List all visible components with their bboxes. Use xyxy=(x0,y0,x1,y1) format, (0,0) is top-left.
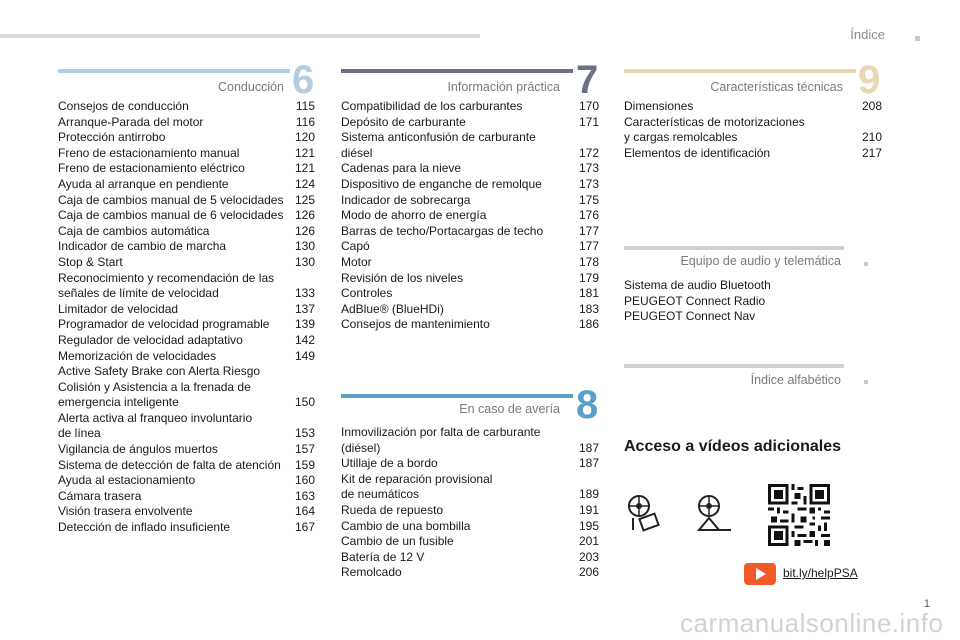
toc-entry-page: 191 xyxy=(578,502,599,517)
toc-entry[interactable] xyxy=(58,99,315,115)
toc-entry-page: 176 xyxy=(578,208,599,223)
toc-entry-page: 150 xyxy=(294,395,315,410)
wheel-manual-icon xyxy=(625,494,665,536)
toc-entry-page: 133 xyxy=(294,286,315,301)
toc-entry-page: 175 xyxy=(578,192,599,207)
toc-entry[interactable] xyxy=(58,458,315,474)
toc-entry-page: 139 xyxy=(294,317,315,332)
toc-entry-title: Active Safety Brake con Alerta Riesgo Colisión y Asistencia a la frenada de emergencia inteligente xyxy=(58,364,261,410)
toc-entry-title: Controles xyxy=(341,286,393,301)
toc-entry[interactable] xyxy=(58,255,315,271)
toc-entry-page: 160 xyxy=(294,473,315,488)
toc-entry-page: 206 xyxy=(578,565,599,580)
toc-entry-page: 187 xyxy=(578,456,599,471)
toc-entry-title: Elementos de identificación xyxy=(624,145,771,160)
section-label-tecnicas: Características técnicas xyxy=(710,80,843,94)
toc-entry-page: 121 xyxy=(294,161,315,176)
toc-entry[interactable] xyxy=(624,278,844,294)
toc-entry[interactable] xyxy=(341,550,599,566)
toc-entry-title: Revisión de los niveles xyxy=(341,270,464,285)
section-bar-informacion xyxy=(341,69,573,73)
toc-entry-title: Alerta activa al franqueo involuntario de línea xyxy=(58,410,253,441)
toc-entry-title: Visión trasera envolvente xyxy=(58,504,193,519)
toc-entry-page: 149 xyxy=(294,348,315,363)
section-bar-tecnicas xyxy=(624,69,856,73)
toc-entry[interactable] xyxy=(341,519,599,535)
toc-entry[interactable] xyxy=(58,489,315,505)
toc-entry[interactable] xyxy=(58,177,315,193)
toc-entry-page: 203 xyxy=(578,549,599,564)
toc-entry-title: Capó xyxy=(341,239,370,254)
toc-entry[interactable] xyxy=(341,130,599,161)
toc-entry-page: 210 xyxy=(861,130,882,145)
toc-entry-page: 116 xyxy=(295,114,315,129)
toc-entry-title: Stop & Start xyxy=(58,254,123,269)
toc-entry-page: 170 xyxy=(578,99,599,113)
toc-entry-title: Freno de estacionamiento manual xyxy=(58,145,240,160)
toc-entry[interactable] xyxy=(58,161,315,177)
toc-entry-page: 164 xyxy=(294,504,315,519)
toc-entry-title: Cambio de un fusible xyxy=(341,534,454,549)
toc-entry-title: Modo de ahorro de energía xyxy=(341,208,487,223)
toc-entry[interactable] xyxy=(624,294,844,310)
qr-code-icon[interactable] xyxy=(768,484,830,546)
toc-entry-title: Ayuda al arranque en pendiente xyxy=(58,176,229,191)
toc-entry-page: 172 xyxy=(578,145,599,160)
toc-entry-title: Freno de estacionamiento eléctrico xyxy=(58,161,245,176)
toc-entry-title: PEUGEOT Connect Nav xyxy=(624,309,756,324)
toc-entry[interactable] xyxy=(58,302,315,318)
section-label-averia: En caso de avería xyxy=(459,402,560,416)
toc-entry-page: 115 xyxy=(295,99,315,113)
section-bar-audio xyxy=(624,246,844,250)
toc-entry-page: 163 xyxy=(294,488,315,503)
wheel-jack-icon xyxy=(695,494,735,536)
toc-entry-title: Caja de cambios manual de 6 velocidades xyxy=(58,208,284,223)
toc-entry-page: 179 xyxy=(578,270,599,285)
section-bar-conduccion xyxy=(58,69,290,73)
toc-entry-title: Dispositivo de enganche de remolque xyxy=(341,176,542,191)
section-number-averia: 8 xyxy=(576,383,599,427)
toc-list-informacion xyxy=(341,99,599,333)
toc-entry-page: 208 xyxy=(861,99,882,113)
section-bar-alfabetico xyxy=(624,364,844,368)
toc-entry-title: Utillaje de a bordo xyxy=(341,456,438,471)
toc-entry-page: 159 xyxy=(294,457,315,472)
toc-entry[interactable] xyxy=(58,349,315,365)
toc-entry-page: 124 xyxy=(294,176,315,191)
toc-entry[interactable] xyxy=(341,115,599,131)
toc-entry-page: 126 xyxy=(294,208,315,223)
toc-entry[interactable] xyxy=(58,239,315,255)
toc-entry[interactable] xyxy=(58,504,315,520)
page-title: Índice xyxy=(850,27,885,42)
section-number-informacion: 7 xyxy=(576,58,599,102)
section-bar-averia xyxy=(341,394,573,398)
toc-entry[interactable] xyxy=(58,411,315,442)
toc-entry-page: 121 xyxy=(294,145,315,160)
toc-entry-page: 130 xyxy=(294,254,315,269)
toc-entry[interactable] xyxy=(624,309,844,325)
toc-entry-title: Limitador de velocidad xyxy=(58,301,179,316)
toc-entry-title: Dimensiones xyxy=(624,99,694,113)
toc-entry-page: 181 xyxy=(578,286,599,301)
toc-entry-title: Consejos de mantenimiento xyxy=(341,317,490,332)
toc-list-audio xyxy=(624,278,844,325)
toc-entry-page: 167 xyxy=(294,520,315,535)
toc-entry[interactable] xyxy=(624,99,882,115)
toc-entry[interactable] xyxy=(341,177,599,193)
toc-entry[interactable] xyxy=(341,271,599,287)
toc-entry-title: Arranque-Parada del motor xyxy=(58,114,204,129)
section-number-conduccion: 6 xyxy=(292,58,315,102)
section-label-conduccion: Conducción xyxy=(217,80,284,94)
toc-entry[interactable] xyxy=(58,115,315,131)
section-number-tecnicas: 9 xyxy=(858,58,881,102)
toc-list-conduccion xyxy=(58,99,315,536)
toc-entry[interactable] xyxy=(58,333,315,349)
toc-entry-title: PEUGEOT Connect Radio xyxy=(624,293,766,308)
toc-entry-title: Características de motorizaciones y cargas remolcables xyxy=(624,114,805,145)
toc-entry-page: 201 xyxy=(578,534,599,549)
toc-entry-title: Cámara trasera xyxy=(58,488,142,503)
toc-entry-title: Sistema de detección de falta de atención xyxy=(58,457,281,472)
toc-entry[interactable] xyxy=(58,224,315,240)
toc-entry-page: 171 xyxy=(578,114,599,129)
toc-entry[interactable] xyxy=(58,271,315,302)
youtube-icon[interactable] xyxy=(744,563,776,585)
toc-entry-page: 189 xyxy=(578,487,599,502)
toc-entry-title: Cadenas para la nieve xyxy=(341,161,462,176)
toc-entry-title: Ayuda al estacionamiento xyxy=(58,473,196,488)
toc-entry[interactable] xyxy=(341,208,599,224)
page-number: 1 xyxy=(923,598,930,610)
toc-entry[interactable] xyxy=(341,456,599,472)
toc-entry-title: Batería de 12 V xyxy=(341,549,425,564)
toc-entry-title: Caja de cambios manual de 5 velocidades xyxy=(58,192,284,207)
toc-entry-page: 126 xyxy=(294,223,315,238)
toc-entry[interactable] xyxy=(58,208,315,224)
toc-entry[interactable] xyxy=(341,161,599,177)
toc-entry-title: Indicador de cambio de marcha xyxy=(58,239,227,254)
toc-entry-title: Kit de reparación provisional de neumáticos xyxy=(341,471,493,502)
toc-entry[interactable] xyxy=(341,255,599,271)
toc-entry[interactable] xyxy=(624,115,882,146)
toc-entry-title: Detección de inflado insuficiente xyxy=(58,520,231,535)
toc-entry-page: 183 xyxy=(578,301,599,316)
toc-entry-title: Rueda de repuesto xyxy=(341,502,444,517)
toc-entry-title: Compatibilidad de los carburantes xyxy=(341,99,523,113)
toc-entry[interactable] xyxy=(341,99,599,115)
toc-entry[interactable] xyxy=(341,317,599,333)
toc-entry-page: 217 xyxy=(861,145,882,160)
toc-list-averia xyxy=(341,425,599,581)
toc-entry-title: AdBlue® (BlueHDi) xyxy=(341,301,444,316)
toc-entry-page: 153 xyxy=(294,426,315,441)
toc-entry[interactable] xyxy=(58,473,315,489)
toc-entry[interactable] xyxy=(58,317,315,333)
audio-marker xyxy=(864,262,868,266)
toc-entry[interactable] xyxy=(341,425,599,456)
toc-entry-page: 177 xyxy=(578,223,599,238)
toc-entry-title: Sistema de audio Bluetooth xyxy=(624,278,771,292)
toc-entry[interactable] xyxy=(341,472,599,503)
toc-entry[interactable] xyxy=(58,193,315,209)
toc-entry[interactable] xyxy=(341,302,599,318)
toc-entry[interactable] xyxy=(58,364,315,411)
toc-entry[interactable] xyxy=(341,224,599,240)
toc-entry-title: Memorización de velocidades xyxy=(58,348,217,363)
page-marker xyxy=(915,36,920,41)
toc-entry-page: 187 xyxy=(578,440,599,455)
toc-entry-title: Regulador de velocidad adaptativo xyxy=(58,332,243,347)
toc-entry[interactable] xyxy=(624,146,882,162)
header-rule xyxy=(0,34,480,38)
toc-entry[interactable] xyxy=(58,442,315,458)
toc-entry-title: Caja de cambios automática xyxy=(58,223,210,238)
toc-entry-page: 186 xyxy=(578,317,599,332)
toc-entry-title: Inmovilización por falta de carburante (diésel) xyxy=(341,425,541,455)
section-label-audio: Equipo de audio y telemática xyxy=(680,254,841,268)
toc-entry-title: Protección antirrobo xyxy=(58,130,166,145)
toc-entry[interactable] xyxy=(341,193,599,209)
toc-entry-page: 157 xyxy=(294,442,315,457)
toc-entry[interactable] xyxy=(58,520,315,536)
toc-entry-title: Programador de velocidad programable xyxy=(58,317,270,332)
toc-entry-page: 130 xyxy=(294,239,315,254)
alfabetico-marker xyxy=(864,380,868,384)
toc-entry-title: Sistema anticonfusión de carburante diésel xyxy=(341,130,536,160)
toc-entry-page: 137 xyxy=(294,301,315,316)
watermark: carmanualsonline.info xyxy=(680,608,944,638)
section-label-informacion: Información práctica xyxy=(447,80,560,94)
toc-entry[interactable] xyxy=(58,146,315,162)
toc-entry-page: 142 xyxy=(294,332,315,347)
toc-entry-page: 177 xyxy=(578,239,599,254)
toc-entry[interactable] xyxy=(341,565,599,581)
toc-list-tecnicas xyxy=(624,99,882,161)
toc-entry-title: Depósito de carburante xyxy=(341,114,466,129)
toc-entry-title: Barras de techo/Portacargas de techo xyxy=(341,223,544,238)
toc-entry-title: Reconocimiento y recomendación de las señales de límite de velocidad xyxy=(58,270,275,301)
toc-entry-title: Vigilancia de ángulos muertos xyxy=(58,442,218,457)
toc-entry-page: 173 xyxy=(578,176,599,191)
toc-entry-page: 125 xyxy=(294,192,315,207)
toc-entry[interactable] xyxy=(341,286,599,302)
help-link[interactable]: bit.ly/helpPSA xyxy=(783,566,858,580)
toc-entry[interactable] xyxy=(341,239,599,255)
toc-entry-page: 173 xyxy=(578,161,599,176)
toc-entry-title: Consejos de conducción xyxy=(58,99,189,113)
section-label-alfabetico: Índice alfabético xyxy=(750,373,841,387)
videos-title: Acceso a vídeos adicionales xyxy=(624,438,841,455)
toc-entry-page: 120 xyxy=(294,130,315,145)
toc-entry-page: 178 xyxy=(578,254,599,269)
toc-entry-title: Indicador de sobrecarga xyxy=(341,192,471,207)
toc-entry-title: Remolcado xyxy=(341,565,402,580)
toc-entry-title: Cambio de una bombilla xyxy=(341,518,471,533)
toc-entry[interactable] xyxy=(58,130,315,146)
toc-entry-page: 195 xyxy=(578,518,599,533)
toc-entry-title: Motor xyxy=(341,254,372,269)
toc-entry[interactable] xyxy=(341,534,599,550)
toc-entry[interactable] xyxy=(341,503,599,519)
